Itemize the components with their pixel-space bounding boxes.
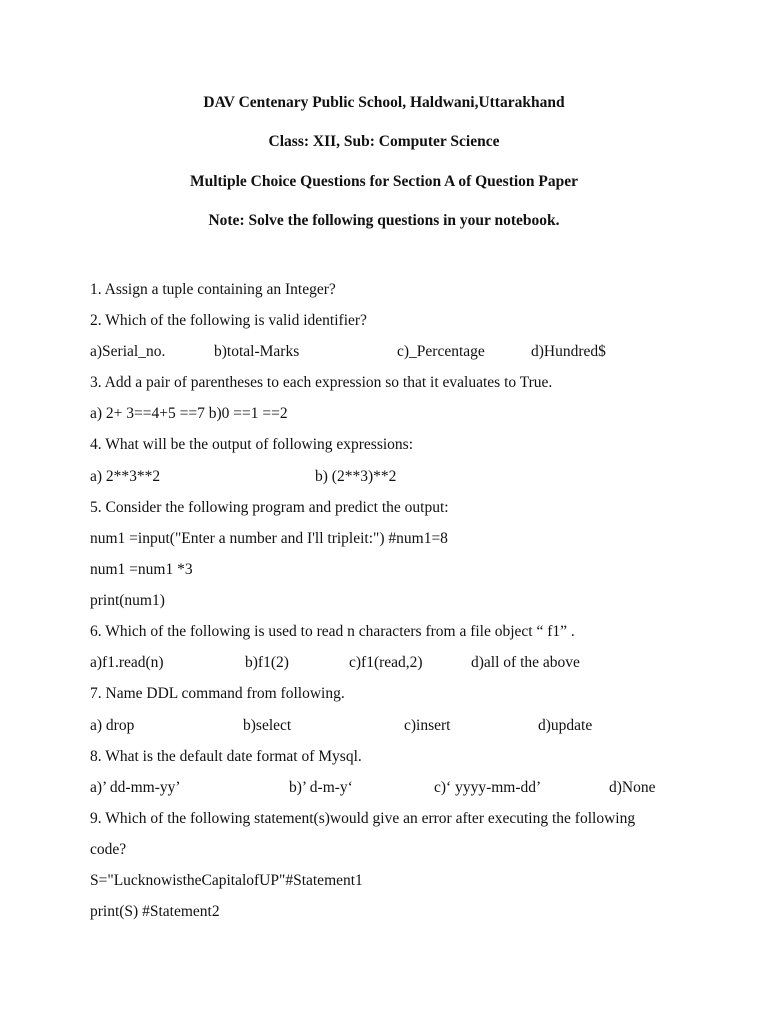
q3-expressions: a) 2+ 3==4+5 ==7 b)0 ==1 ==2 bbox=[90, 405, 288, 422]
q8-option-c: c)‘ yyyy-mm-dd’ bbox=[434, 779, 542, 796]
q6-option-a: a)f1.read(n) bbox=[90, 654, 164, 671]
question-3: 3. Add a pair of parentheses to each expression so that it evaluates to True. bbox=[90, 374, 553, 391]
q5-code-line: num1 =num1 *3 bbox=[90, 561, 193, 578]
q5-code-line: print(num1) bbox=[90, 592, 165, 609]
q8-option-d: d)None bbox=[609, 779, 656, 796]
q8-option-a: a)’ dd-mm-yy’ bbox=[90, 779, 181, 796]
q4-option-a: a) 2**3**2 bbox=[90, 468, 161, 485]
q7-option-d: d)update bbox=[538, 717, 593, 734]
instruction-note: Note: Solve the following questions in your notebook. bbox=[208, 212, 560, 229]
question-2: 2. Which of the following is valid identifier? bbox=[90, 312, 367, 329]
question-8: 8. What is the default date format of Mysql. bbox=[90, 748, 362, 765]
question-5: 5. Consider the following program and predict the output: bbox=[90, 499, 449, 516]
q7-option-a: a) drop bbox=[90, 717, 135, 734]
q7-option-c: c)insert bbox=[404, 717, 451, 734]
q4-option-b: b) (2**3)**2 bbox=[315, 468, 397, 485]
class-subject: Class: XII, Sub: Computer Science bbox=[268, 133, 500, 150]
question-6: 6. Which of the following is used to read n characters from a file object “ f1” . bbox=[90, 623, 575, 640]
q2-option-c: c)_Percentage bbox=[397, 343, 485, 360]
question-9-continued: code? bbox=[90, 841, 127, 858]
q2-option-b: b)total-Marks bbox=[214, 343, 300, 360]
question-7: 7. Name DDL command from following. bbox=[90, 685, 345, 702]
q6-option-c: c)f1(read,2) bbox=[349, 654, 423, 671]
q6-option-b: b)f1(2) bbox=[245, 654, 289, 671]
q2-option-a: a)Serial_no. bbox=[90, 343, 166, 360]
q8-option-b: b)’ d-m-y‘ bbox=[289, 779, 353, 796]
q9-code-line: print(S) #Statement2 bbox=[90, 903, 220, 920]
q5-code-line: num1 =input("Enter a number and I'll tripleit:") #num1=8 bbox=[90, 530, 448, 547]
q2-option-d: d)Hundred$ bbox=[531, 343, 606, 360]
question-4: 4. What will be the output of following expressions: bbox=[90, 436, 414, 453]
question-1: 1. Assign a tuple containing an Integer? bbox=[90, 281, 336, 298]
school-name: DAV Centenary Public School, Haldwani,Uttarakhand bbox=[203, 94, 565, 111]
q9-code-line: S="LucknowistheCapitalofUP"#Statement1 bbox=[90, 872, 363, 889]
question-9: 9. Which of the following statement(s)would give an error after executing the following bbox=[90, 810, 636, 827]
q7-option-b: b)select bbox=[243, 717, 292, 734]
paper-title: Multiple Choice Questions for Section A of Question Paper bbox=[189, 173, 579, 190]
q6-option-d: d)all of the above bbox=[471, 654, 580, 671]
